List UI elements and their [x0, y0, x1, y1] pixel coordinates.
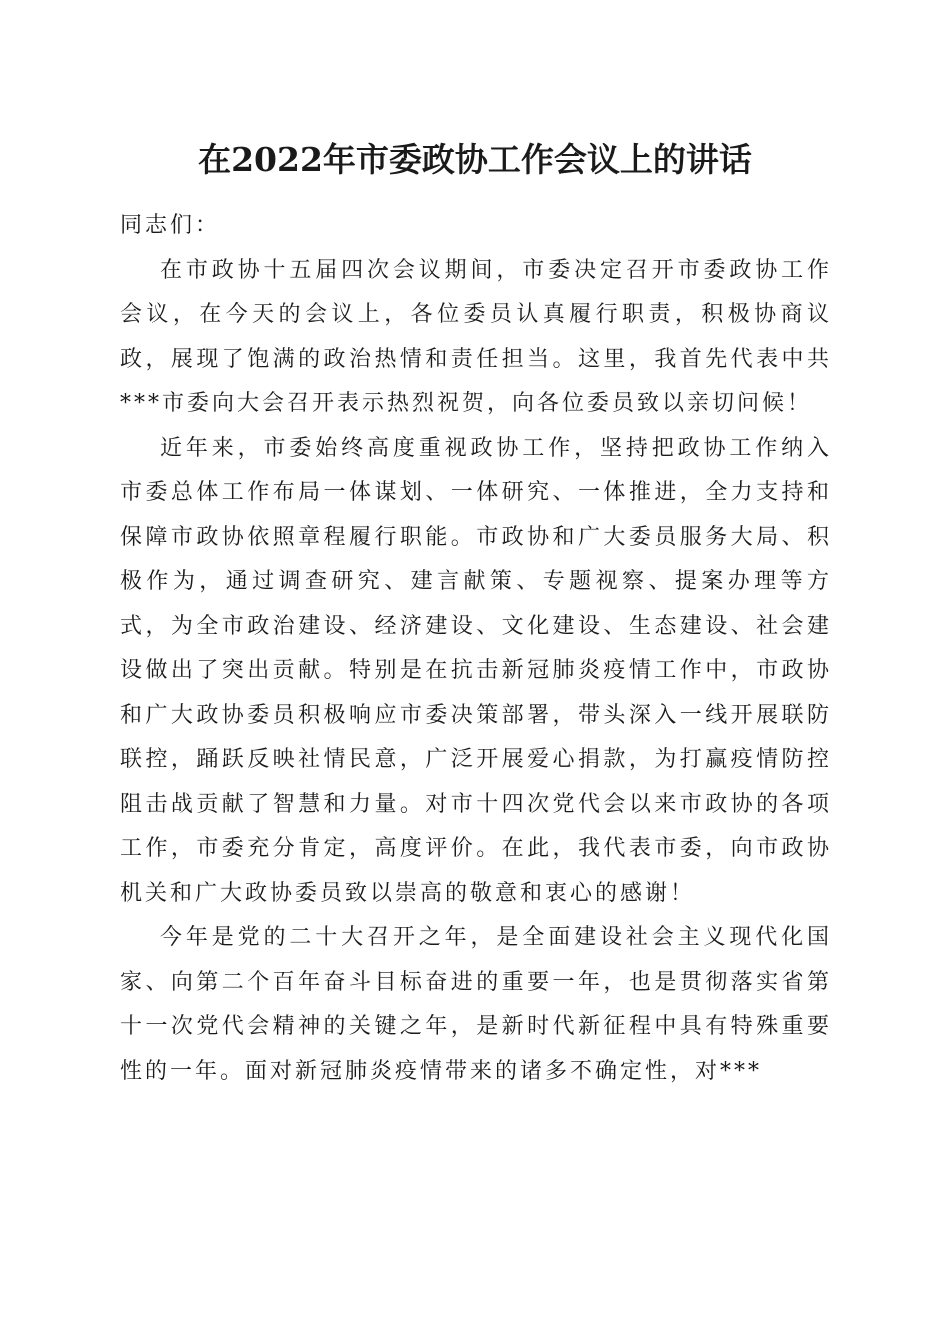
paragraph-1: 在市政协十五届四次会议期间，市委决定召开市委政协工作会议，在今天的会议上，各位委员认真履行职责，积极协商议政，展现了饱满的政治热情和责任担当。这里，我首先代表中共***市委向大会召开表示热烈祝贺，向各位委员致以亲切问候！ [120, 257, 832, 416]
paragraph-3: 今年是党的二十大召开之年，是全面建设社会主义现代化国家、向第二个百年奋斗目标奋进的重要一年，也是贯彻落实省第十一次党代会精神的关键之年，是新时代新征程中具有特殊重要性的一年。面对新冠肺炎疫情带来的诸多不确定性，对*** [120, 925, 832, 1084]
document-body [120, 204, 832, 1094]
document-title: 在2022年市委政协工作会议上的讲话 [198, 140, 752, 179]
salutation: 同志们： [120, 213, 221, 238]
paragraph-2: 近年来，市委始终高度重视政协工作，坚持把政协工作纳入市委总体工作布局一体谋划、一体研究、一体推进，全力支持和保障市政协依照章程履行职能。市政协和广大委员服务大局、积极作为，通过调查研究、建言献策、专题视察、提案办理等方式，为全市政治建设、经济建设、文化建设、生态建设、社会建设做出了突出贡献。特别是在抗击新冠肺炎疫情工作中，市政协和广大政协委员积极响应市委决策部署，带头深入一线开展联防联控，踊跃反映社情民意，广泛开展爱心捐款，为打赢疫情防控阻击战贡献了智慧和力量。对市十四次党代会以来市政协的各项工作，市委充分肯定，高度评价。在此，我代表市委，向市政协机关和广大政协委员致以崇高的敬意和衷心的感谢！ [120, 435, 832, 906]
